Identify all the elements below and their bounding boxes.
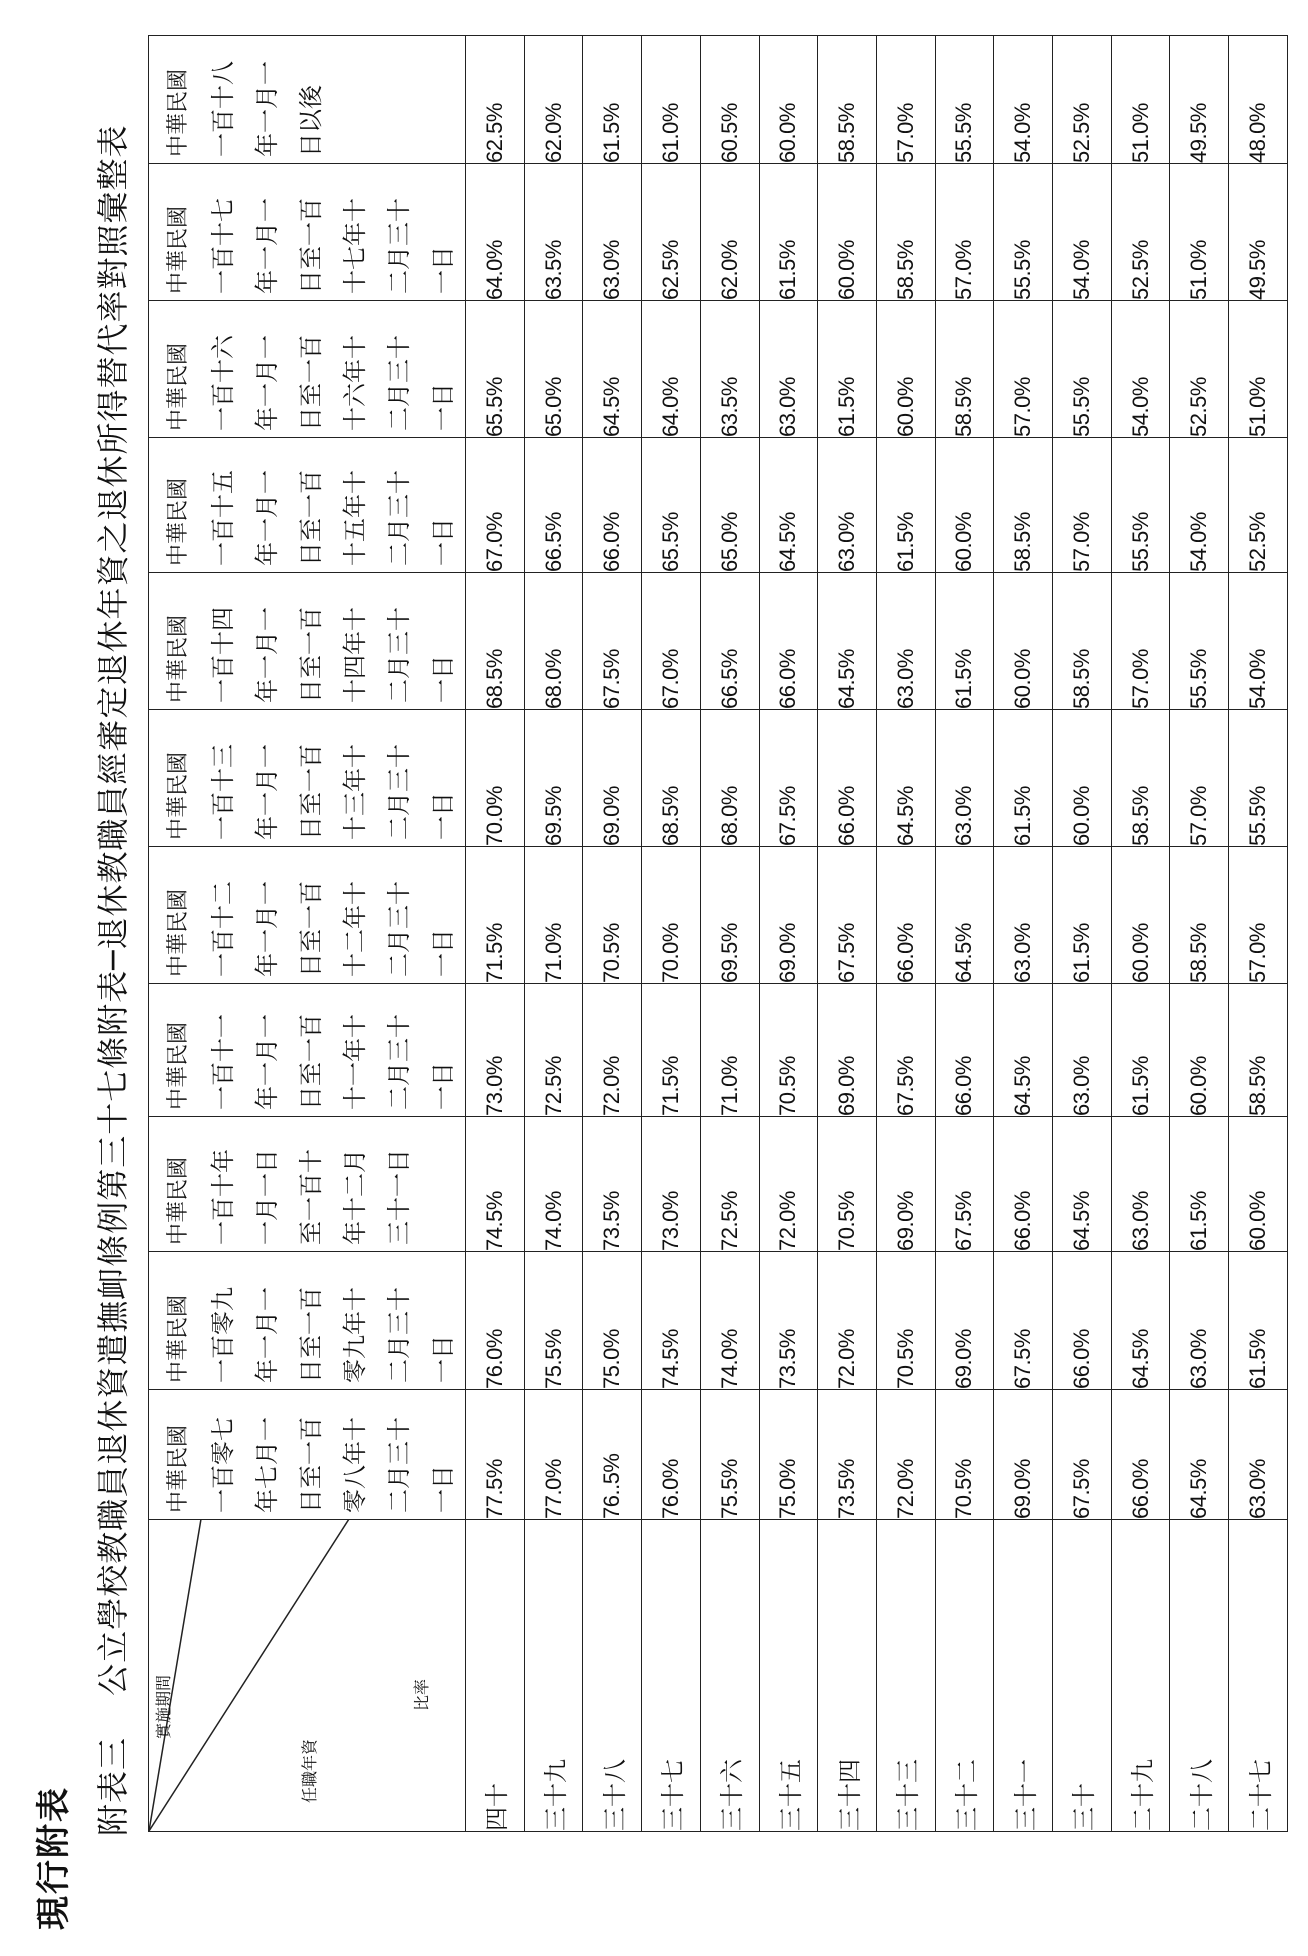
period-header-line: 一日 bbox=[429, 929, 457, 977]
rate-cell: 61.5% bbox=[935, 573, 994, 710]
rate-cell: 64.5% bbox=[818, 573, 877, 710]
period-header-line: 日以後 bbox=[297, 85, 325, 157]
rate-cell: 63.0% bbox=[583, 164, 642, 301]
rate-cell: 69.0% bbox=[876, 1117, 935, 1252]
period-header-line: 一日 bbox=[429, 1465, 457, 1513]
header-row bbox=[149, 36, 466, 1832]
rate-cell: 66.0% bbox=[935, 984, 994, 1117]
period-header-line: 一日 bbox=[429, 518, 457, 566]
table-row bbox=[818, 36, 877, 1832]
rate-cell: 55.5% bbox=[1229, 710, 1288, 847]
period-header-line: 年一月一 bbox=[253, 1014, 281, 1110]
rate-cell: 63.0% bbox=[935, 710, 994, 847]
rate-cell: 75.5% bbox=[700, 1390, 759, 1520]
period-header-line: 三十一日 bbox=[385, 1149, 413, 1245]
rate-cell: 58.5% bbox=[1053, 573, 1112, 710]
period-header bbox=[149, 847, 466, 984]
rate-cell: 54.0% bbox=[1229, 573, 1288, 710]
period-header-line: 年一月一 bbox=[253, 198, 281, 294]
rate-cell: 63.0% bbox=[1053, 984, 1112, 1117]
rate-cell: 69.0% bbox=[759, 847, 818, 984]
rate-cell: 57.0% bbox=[876, 36, 935, 164]
period-header-line: 中華民國 bbox=[166, 205, 191, 294]
table-row bbox=[642, 36, 701, 1832]
period-header-line: 日至一百 bbox=[297, 198, 325, 294]
period-header-line: 日至一百 bbox=[297, 881, 325, 977]
rate-cell: 71.0% bbox=[700, 984, 759, 1117]
rate-cell: 61.5% bbox=[1229, 1252, 1288, 1390]
years-cell: 三十三 bbox=[876, 1520, 935, 1832]
rate-cell: 57.0% bbox=[1053, 438, 1112, 573]
period-header-line: 中華民國 bbox=[166, 477, 191, 566]
period-header-line: 一百十六 bbox=[209, 335, 237, 431]
period-header-line: 中華民國 bbox=[166, 68, 191, 157]
table-row bbox=[524, 36, 583, 1832]
period-header-line: 二月三十 bbox=[385, 744, 413, 840]
period-header-line: 一日 bbox=[429, 1062, 457, 1110]
rate-cell: 63.5% bbox=[524, 164, 583, 301]
period-header-line: 十七年十 bbox=[341, 198, 369, 294]
rate-cell: 58.5% bbox=[1170, 847, 1229, 984]
rate-cell: 65.5% bbox=[466, 301, 525, 438]
period-header-line: 十五年十 bbox=[341, 470, 369, 566]
rate-cell: 52.5% bbox=[1170, 301, 1229, 438]
rate-cell: 61.5% bbox=[876, 438, 935, 573]
rate-cell: 60.0% bbox=[1053, 710, 1112, 847]
rate-cell: 64.0% bbox=[642, 301, 701, 438]
table-body bbox=[466, 36, 1288, 1832]
rate-cell: 69.0% bbox=[818, 984, 877, 1117]
rate-cell: 65.0% bbox=[524, 301, 583, 438]
rate-cell: 66.5% bbox=[524, 438, 583, 573]
rate-cell: 64.5% bbox=[759, 438, 818, 573]
rate-cell: 48.0% bbox=[1229, 36, 1288, 164]
rate-cell: 58.5% bbox=[876, 164, 935, 301]
years-cell: 三十四 bbox=[818, 1520, 877, 1832]
rate-cell: 67.5% bbox=[818, 847, 877, 984]
table-label: 附表三 bbox=[94, 1736, 132, 1836]
table-title-text: 公立學校教職員退休資遣撫卹條例第三十七條附表─退休教職員經審定退休年資之退休所得替代率對照彙整表 bbox=[94, 124, 132, 1696]
period-header bbox=[149, 36, 466, 164]
period-header-line: 中華民國 bbox=[166, 751, 191, 840]
rate-cell: 57.0% bbox=[1229, 847, 1288, 984]
corner-years-label: 任職年資 bbox=[300, 1738, 319, 1803]
years-cell: 二十八 bbox=[1170, 1520, 1229, 1832]
period-header-line: 中華民國 bbox=[166, 1021, 191, 1110]
rate-cell: 55.5% bbox=[1170, 573, 1229, 710]
period-header-line: 二月三十 bbox=[385, 881, 413, 977]
rate-cell: 69.0% bbox=[935, 1252, 994, 1390]
period-header-line: 二月三十 bbox=[385, 198, 413, 294]
rate-cell: 49.5% bbox=[1229, 164, 1288, 301]
rate-cell: 58.5% bbox=[935, 301, 994, 438]
rate-cell: 57.0% bbox=[1170, 710, 1229, 847]
replacement-rate-table bbox=[148, 35, 1288, 1832]
period-header-line: 日至一百 bbox=[297, 1014, 325, 1110]
rate-cell: 52.5% bbox=[1053, 36, 1112, 164]
rate-cell: 61.5% bbox=[583, 36, 642, 164]
period-header-line: 二月三十 bbox=[385, 1417, 413, 1513]
years-cell: 三十九 bbox=[524, 1520, 583, 1832]
rate-cell: 72.5% bbox=[700, 1117, 759, 1252]
rate-cell: 62.5% bbox=[642, 164, 701, 301]
rate-cell: 60.0% bbox=[759, 36, 818, 164]
rate-cell: 74.0% bbox=[524, 1117, 583, 1252]
rate-cell: 52.5% bbox=[1229, 438, 1288, 573]
years-cell: 二十七 bbox=[1229, 1520, 1288, 1832]
rate-cell: 73.5% bbox=[759, 1252, 818, 1390]
rate-cell: 63.0% bbox=[759, 301, 818, 438]
rate-cell: 63.0% bbox=[876, 573, 935, 710]
rate-cell: 55.5% bbox=[1111, 438, 1170, 573]
years-cell: 二十九 bbox=[1111, 1520, 1170, 1832]
period-header-line: 日至一百 bbox=[297, 335, 325, 431]
rate-cell: 62.0% bbox=[524, 36, 583, 164]
period-header-line: 日至一百 bbox=[297, 470, 325, 566]
rate-cell: 54.0% bbox=[1170, 438, 1229, 573]
rate-cell: 52.5% bbox=[1111, 164, 1170, 301]
period-header bbox=[149, 301, 466, 438]
rate-cell: 60.0% bbox=[876, 301, 935, 438]
table-row bbox=[1053, 36, 1112, 1832]
period-header-line: 日至一百 bbox=[297, 1417, 325, 1513]
rate-cell: 51.0% bbox=[1170, 164, 1229, 301]
rate-cell: 69.0% bbox=[994, 1390, 1053, 1520]
period-header-line: 日至一百 bbox=[297, 744, 325, 840]
period-header-line: 年一月一 bbox=[253, 335, 281, 431]
rate-cell: 61.5% bbox=[1111, 984, 1170, 1117]
rate-cell: 67.0% bbox=[642, 573, 701, 710]
rate-cell: 64.5% bbox=[876, 710, 935, 847]
rate-cell: 72.0% bbox=[818, 1252, 877, 1390]
period-header-line: 一百十八 bbox=[209, 61, 237, 157]
rate-cell: 72.0% bbox=[759, 1117, 818, 1252]
rate-cell: 69.5% bbox=[524, 710, 583, 847]
period-header-line: 二月三十 bbox=[385, 335, 413, 431]
period-header-line: 一百十二 bbox=[209, 881, 237, 977]
rate-cell: 72.5% bbox=[524, 984, 583, 1117]
rate-cell: 66.0% bbox=[818, 710, 877, 847]
period-header bbox=[149, 710, 466, 847]
rate-cell: 64.5% bbox=[1053, 1117, 1112, 1252]
rate-cell: 68.5% bbox=[466, 573, 525, 710]
table-row bbox=[466, 36, 525, 1832]
rate-cell: 64.5% bbox=[935, 847, 994, 984]
table-row bbox=[759, 36, 818, 1832]
period-header-line: 一日 bbox=[429, 246, 457, 294]
table-row bbox=[935, 36, 994, 1832]
rate-cell: 76..5% bbox=[583, 1390, 642, 1520]
rate-cell: 68.0% bbox=[700, 710, 759, 847]
period-header-line: 一日 bbox=[429, 792, 457, 840]
rate-cell: 67.0% bbox=[466, 438, 525, 573]
rate-cell: 67.5% bbox=[994, 1252, 1053, 1390]
rate-cell: 60.0% bbox=[1111, 847, 1170, 984]
period-header bbox=[149, 164, 466, 301]
rate-cell: 72.0% bbox=[583, 984, 642, 1117]
period-header-line: 中華民國 bbox=[166, 1424, 191, 1513]
rate-cell: 70.5% bbox=[876, 1252, 935, 1390]
rate-cell: 61.5% bbox=[1170, 1117, 1229, 1252]
years-cell: 三十八 bbox=[583, 1520, 642, 1832]
period-header-line: 一百零七 bbox=[209, 1417, 237, 1513]
period-header-line: 年一月一 bbox=[253, 470, 281, 566]
rate-cell: 60.5% bbox=[700, 36, 759, 164]
rate-cell: 73.5% bbox=[583, 1117, 642, 1252]
period-header-line: 一月一日 bbox=[253, 1149, 281, 1245]
rate-cell: 67.5% bbox=[583, 573, 642, 710]
period-header-line: 年一月一 bbox=[253, 1287, 281, 1383]
rate-cell: 60.0% bbox=[935, 438, 994, 573]
period-header-line: 一日 bbox=[429, 655, 457, 703]
rate-cell: 66.0% bbox=[759, 573, 818, 710]
rate-cell: 64.5% bbox=[583, 301, 642, 438]
period-header-line: 年一月一 bbox=[253, 607, 281, 703]
period-header-line: 年一月一 bbox=[253, 61, 281, 157]
rate-cell: 70.5% bbox=[935, 1390, 994, 1520]
period-header-line: 一百十七 bbox=[209, 198, 237, 294]
rate-cell: 64.0% bbox=[466, 164, 525, 301]
rate-cell: 68.5% bbox=[642, 710, 701, 847]
rate-cell: 51.0% bbox=[1229, 301, 1288, 438]
rate-cell: 71.0% bbox=[524, 847, 583, 984]
rate-cell: 75.5% bbox=[524, 1252, 583, 1390]
table-row bbox=[1170, 36, 1229, 1832]
period-header-line: 年七月一 bbox=[253, 1417, 281, 1513]
period-header-line: 中華民國 bbox=[166, 614, 191, 703]
rate-cell: 66.5% bbox=[700, 573, 759, 710]
period-header bbox=[149, 984, 466, 1117]
period-header-line: 一日 bbox=[429, 1335, 457, 1383]
rate-cell: 54.0% bbox=[1053, 164, 1112, 301]
rate-cell: 66.0% bbox=[876, 847, 935, 984]
rate-cell: 58.5% bbox=[1229, 984, 1288, 1117]
rate-cell: 66.0% bbox=[994, 1117, 1053, 1252]
rate-cell: 62.5% bbox=[466, 36, 525, 164]
rate-cell: 70.0% bbox=[466, 710, 525, 847]
period-header-line: 中華民國 bbox=[166, 1156, 191, 1245]
rate-cell: 58.5% bbox=[994, 438, 1053, 573]
years-cell: 三十一 bbox=[994, 1520, 1053, 1832]
rate-cell: 61.5% bbox=[818, 301, 877, 438]
rate-cell: 60.0% bbox=[1229, 1117, 1288, 1252]
years-cell: 三十六 bbox=[700, 1520, 759, 1832]
years-cell: 三十五 bbox=[759, 1520, 818, 1832]
rate-cell: 74.0% bbox=[700, 1252, 759, 1390]
rate-cell: 67.5% bbox=[1053, 1390, 1112, 1520]
period-header bbox=[149, 1390, 466, 1520]
period-header bbox=[149, 1117, 466, 1252]
period-header-line: 至一百十 bbox=[297, 1149, 325, 1245]
corner-period-label: 實施期間 bbox=[154, 1674, 173, 1739]
rate-cell: 57.0% bbox=[1111, 573, 1170, 710]
rate-cell: 66.0% bbox=[1111, 1390, 1170, 1520]
period-header-line: 十一年十 bbox=[341, 1014, 369, 1110]
rate-cell: 60.0% bbox=[818, 164, 877, 301]
period-header-line: 一百零九 bbox=[209, 1287, 237, 1383]
rate-cell: 73.0% bbox=[466, 984, 525, 1117]
rate-cell: 77.0% bbox=[524, 1390, 583, 1520]
rate-cell: 64.5% bbox=[994, 984, 1053, 1117]
rate-cell: 76.0% bbox=[642, 1390, 701, 1520]
rate-cell: 55.5% bbox=[935, 36, 994, 164]
rate-cell: 70.5% bbox=[818, 1117, 877, 1252]
period-header-line: 二月三十 bbox=[385, 1014, 413, 1110]
rate-cell: 55.5% bbox=[1053, 301, 1112, 438]
table-row bbox=[876, 36, 935, 1832]
rate-cell: 67.5% bbox=[759, 710, 818, 847]
rate-cell: 63.5% bbox=[700, 301, 759, 438]
years-cell: 三十 bbox=[1053, 1520, 1112, 1832]
rate-cell: 77.5% bbox=[466, 1390, 525, 1520]
period-header bbox=[149, 1252, 466, 1390]
table-row bbox=[1229, 36, 1288, 1832]
rate-cell: 63.0% bbox=[1170, 1252, 1229, 1390]
rate-cell: 71.5% bbox=[642, 984, 701, 1117]
rate-cell: 72.0% bbox=[876, 1390, 935, 1520]
rate-cell: 71.5% bbox=[466, 847, 525, 984]
period-header-line: 零八年十 bbox=[341, 1417, 369, 1513]
rate-cell: 61.5% bbox=[759, 164, 818, 301]
rate-cell: 64.5% bbox=[1170, 1390, 1229, 1520]
rate-cell: 57.0% bbox=[994, 301, 1053, 438]
rate-cell: 76.0% bbox=[466, 1252, 525, 1390]
rate-cell: 63.0% bbox=[818, 438, 877, 573]
period-header-line: 一百十五 bbox=[209, 470, 237, 566]
rate-cell: 65.5% bbox=[642, 438, 701, 573]
period-header-line: 中華民國 bbox=[166, 342, 191, 431]
rate-cell: 75.0% bbox=[759, 1390, 818, 1520]
page-heading: 現行附表 bbox=[34, 1786, 74, 1930]
rate-cell: 67.5% bbox=[935, 1117, 994, 1252]
years-cell: 四十 bbox=[466, 1520, 525, 1832]
period-header-line: 中華民國 bbox=[166, 1294, 191, 1383]
rate-cell: 74.5% bbox=[642, 1252, 701, 1390]
period-header-line: 一百十一 bbox=[209, 1014, 237, 1110]
rate-cell: 66.0% bbox=[1053, 1252, 1112, 1390]
table-row bbox=[1111, 36, 1170, 1832]
rate-cell: 62.0% bbox=[700, 164, 759, 301]
period-header-line: 年一月一 bbox=[253, 881, 281, 977]
rate-cell: 61.0% bbox=[642, 36, 701, 164]
rate-cell: 75.0% bbox=[583, 1252, 642, 1390]
rate-cell: 51.0% bbox=[1111, 36, 1170, 164]
years-cell: 三十七 bbox=[642, 1520, 701, 1832]
years-cell: 三十二 bbox=[935, 1520, 994, 1832]
table-row bbox=[994, 36, 1053, 1832]
period-header-line: 一百十年 bbox=[209, 1149, 237, 1245]
rate-cell: 64.5% bbox=[1111, 1252, 1170, 1390]
period-header bbox=[149, 573, 466, 710]
period-header-line: 零九年十 bbox=[341, 1287, 369, 1383]
rate-cell: 55.5% bbox=[994, 164, 1053, 301]
rate-cell: 58.5% bbox=[1111, 710, 1170, 847]
period-header-line: 十二年十 bbox=[341, 881, 369, 977]
period-header-line: 日至一百 bbox=[297, 607, 325, 703]
rate-cell: 63.0% bbox=[994, 847, 1053, 984]
rate-cell: 57.0% bbox=[935, 164, 994, 301]
period-header bbox=[149, 438, 466, 573]
rate-cell: 61.5% bbox=[994, 710, 1053, 847]
rate-cell: 58.5% bbox=[818, 36, 877, 164]
rate-cell: 54.0% bbox=[1111, 301, 1170, 438]
rate-cell: 73.0% bbox=[642, 1117, 701, 1252]
rate-cell: 69.0% bbox=[583, 710, 642, 847]
period-header-line: 年十二月 bbox=[341, 1149, 369, 1245]
rate-cell: 73.5% bbox=[818, 1390, 877, 1520]
period-header-line: 日至一百 bbox=[297, 1287, 325, 1383]
period-header-line: 一百十四 bbox=[209, 607, 237, 703]
table-row bbox=[700, 36, 759, 1832]
period-header-line: 十三年十 bbox=[341, 744, 369, 840]
rate-cell: 67.5% bbox=[876, 984, 935, 1117]
rate-cell: 60.0% bbox=[1170, 984, 1229, 1117]
table-row bbox=[583, 36, 642, 1832]
period-header-line: 一日 bbox=[429, 383, 457, 431]
rate-cell: 74.5% bbox=[466, 1117, 525, 1252]
period-header-line: 二月三十 bbox=[385, 470, 413, 566]
rate-cell: 60.0% bbox=[994, 573, 1053, 710]
rate-cell: 61.5% bbox=[1053, 847, 1112, 984]
rate-cell: 70.5% bbox=[583, 847, 642, 984]
period-header-line: 中華民國 bbox=[166, 888, 191, 977]
rate-cell: 70.0% bbox=[642, 847, 701, 984]
rate-cell: 54.0% bbox=[994, 36, 1053, 164]
rate-cell: 49.5% bbox=[1170, 36, 1229, 164]
period-header-line: 二月三十 bbox=[385, 607, 413, 703]
rate-cell: 70.5% bbox=[759, 984, 818, 1117]
corner-ratio-label: 比率 bbox=[412, 1678, 431, 1711]
period-header-line: 二月三十 bbox=[385, 1287, 413, 1383]
rate-cell: 68.0% bbox=[524, 573, 583, 710]
period-header-line: 年一月一 bbox=[253, 744, 281, 840]
corner-cell bbox=[149, 1520, 466, 1832]
rate-cell: 66.0% bbox=[583, 438, 642, 573]
rate-cell: 69.5% bbox=[700, 847, 759, 984]
period-header-line: 一百十三 bbox=[209, 744, 237, 840]
table-title bbox=[88, 125, 134, 1836]
rate-cell: 63.0% bbox=[1229, 1390, 1288, 1520]
period-header-line: 十六年十 bbox=[341, 335, 369, 431]
rate-cell: 65.0% bbox=[700, 438, 759, 573]
rate-cell: 63.0% bbox=[1111, 1117, 1170, 1252]
period-header-line: 十四年十 bbox=[341, 607, 369, 703]
